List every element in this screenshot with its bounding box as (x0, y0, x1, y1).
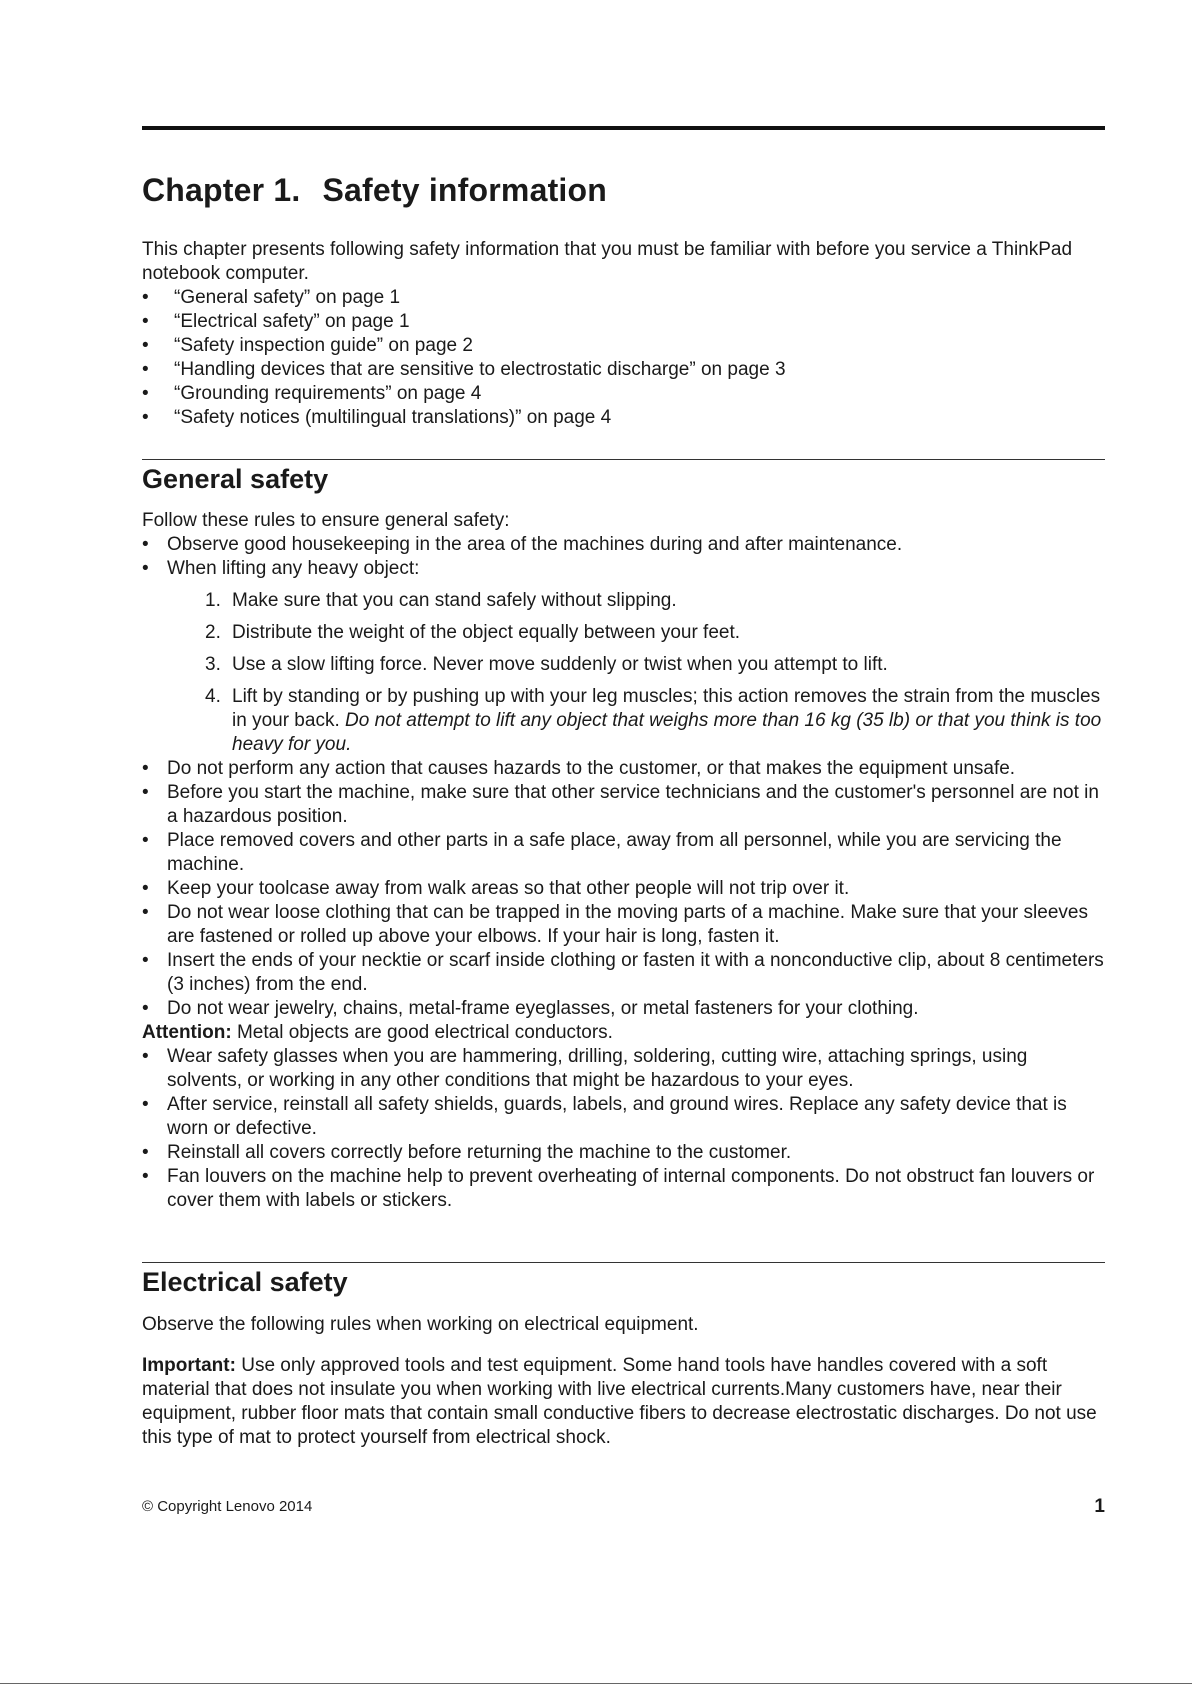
bullet: • (142, 998, 149, 1019)
list-item: • Observe good housekeeping in the area of the machines during and after maintenance. (142, 534, 903, 555)
contents-link-safety-inspection-guide[interactable]: • “Safety inspection guide” on page 2 (142, 335, 473, 356)
bullet: • (142, 407, 149, 428)
bullet: • (142, 311, 149, 332)
contents-link-electrical-safety[interactable]: • “Electrical safety” on page 1 (142, 311, 410, 332)
bullet: • (142, 830, 149, 851)
general-safety-lead: Follow these rules to ensure general safety: (142, 510, 510, 531)
bullet: • (142, 782, 149, 803)
page-number: 1 (1094, 1496, 1105, 1517)
general-safety-body (142, 509, 1105, 1213)
list-item: • Do not perform any action that causes hazards to the customer, or that makes the equipment unsafe. (142, 758, 1016, 779)
section-divider (142, 1262, 1105, 1263)
attention-note: Attention: Metal objects are good electrical conductors. (142, 1022, 613, 1043)
list-item: • Place removed covers and other parts in a safe place, away from all personnel, while you are servicing the machine. (142, 830, 1062, 875)
list-item: • Before you start the machine, make sure that other service technicians and the customer's personnel are not in a hazardous position. (142, 782, 1099, 827)
bullet: • (142, 383, 149, 404)
chapter-title (142, 172, 607, 209)
general-safety-heading: General safety (142, 464, 329, 494)
electrical-safety-body (142, 1313, 1105, 1450)
lifting-step: 3. Use a slow lifting force. Never move suddenly or twist when you attempt to lift. (205, 654, 888, 675)
lifting-step: 4. Lift by standing or by pushing up with your leg muscles; this action removes the strain from the muscles in your back. Do not attempt to lift any object that weighs more than 16 kg (35 lb) or that you think is too heavy for you. (205, 686, 1102, 755)
chapter-contents-list (142, 286, 1105, 430)
bullet: • (142, 950, 149, 971)
intro-text: This chapter presents following safety information that you must be familiar with before you service a ThinkPad notebook computer. (142, 239, 1073, 284)
copyright-notice: © Copyright Lenovo 2014 (142, 1498, 313, 1515)
electrical-safety-lead: Observe the following rules when working on electrical equipment. (142, 1314, 699, 1335)
contents-link-safety-notices[interactable]: • “Safety notices (multilingual translations)” on page 4 (142, 407, 612, 428)
chapter-top-rule (142, 126, 1105, 130)
electrical-safety-heading: Electrical safety (142, 1267, 348, 1297)
bullet: • (142, 287, 149, 308)
lifting-step: 2. Distribute the weight of the object equally between your feet. (205, 622, 741, 643)
contents-link-handling-devices[interactable]: • “Handling devices that are sensitive to electrostatic discharge” on page 3 (142, 359, 786, 380)
weight-warning: Do not attempt to lift any object that weighs more than 16 kg (35 lb) or that you think is too heavy for you. (232, 710, 1102, 755)
bullet: • (142, 1046, 149, 1067)
bullet: • (142, 534, 149, 555)
list-item: • Insert the ends of your necktie or scarf inside clothing or fasten it with a nonconductive clip, about 8 centimeters (3 inches) from the end. (142, 950, 1104, 995)
bullet: • (142, 902, 149, 923)
important-label: Important: (142, 1355, 236, 1376)
list-item: • Keep your toolcase away from walk areas so that other people will not trip over it. (142, 878, 850, 899)
contents-link-general-safety[interactable]: • “General safety” on page 1 (142, 287, 401, 308)
important-note: Important: Use only approved tools and test equipment. Some hand tools have handles covered with a soft material that does not insulate you when working with live electrical currents.Many customers have, near their equipment, rubber floor mats that contain small conductive fibers to decrease electrostatic discharges. Do not use this type of mat to protect yourself from electrical shock. (142, 1355, 1097, 1448)
bullet: • (142, 558, 149, 579)
bullet: • (142, 758, 149, 779)
bullet: • (142, 359, 149, 380)
bullet: • (142, 1142, 149, 1163)
chapter-intro (142, 238, 1105, 430)
list-item: • Reinstall all covers correctly before returning the machine to the customer. (142, 1142, 792, 1163)
section-divider (142, 459, 1105, 460)
list-item: • Wear safety glasses when you are hammering, drilling, soldering, cutting wire, attaching springs, using solvents, or working in any other conditions that might be hazardous to your eyes. (142, 1046, 1028, 1091)
lifting-step: 1. Make sure that you can stand safely without slipping. (205, 590, 677, 611)
general-safety-rules-continued (142, 1045, 1105, 1213)
contents-link-grounding-requirements[interactable]: • “Grounding requirements” on page 4 (142, 383, 482, 404)
attention-label: Attention: (142, 1022, 232, 1043)
list-item: • Do not wear loose clothing that can be trapped in the moving parts of a machine. Make sure that your sleeves are fastened or rolled up above your elbows. If your hair is long, fasten it. (142, 902, 1088, 947)
list-item: • After service, reinstall all safety shields, guards, labels, and ground wires. Replace any safety device that is worn or defective. (142, 1094, 1067, 1139)
chapter-number: Chapter 1. (142, 172, 301, 208)
list-item: • Do not wear jewelry, chains, metal-frame eyeglasses, or metal fasteners for your clothing. (142, 998, 919, 1019)
bullet: • (142, 1166, 149, 1187)
bullet: • (142, 878, 149, 899)
list-item: • Fan louvers on the machine help to prevent overheating of internal components. Do not obstruct fan louvers or cover them with labels or stickers. (142, 1166, 1095, 1211)
lifting-steps (167, 589, 1105, 757)
page-bottom-edge (0, 1683, 1192, 1684)
chapter-title-text: Safety information (322, 172, 608, 208)
bullet: • (142, 1094, 149, 1115)
general-safety-rules (142, 533, 1105, 1021)
list-item: • When lifting any heavy object: 1. Make sure that you can stand safely without slipping. 2. Distribute the weight of the object equally between your feet. 3. Use a slow lifting force. Never move suddenly or twist when you attempt to lift. 4. Lift by standing or by pushing up with your leg muscles; this action removes the strain from the muscles in your back. Do not attempt to lift any object that weighs more than 16 kg (35 lb) or that you think is too heavy for you. (142, 557, 1105, 757)
bullet: • (142, 335, 149, 356)
